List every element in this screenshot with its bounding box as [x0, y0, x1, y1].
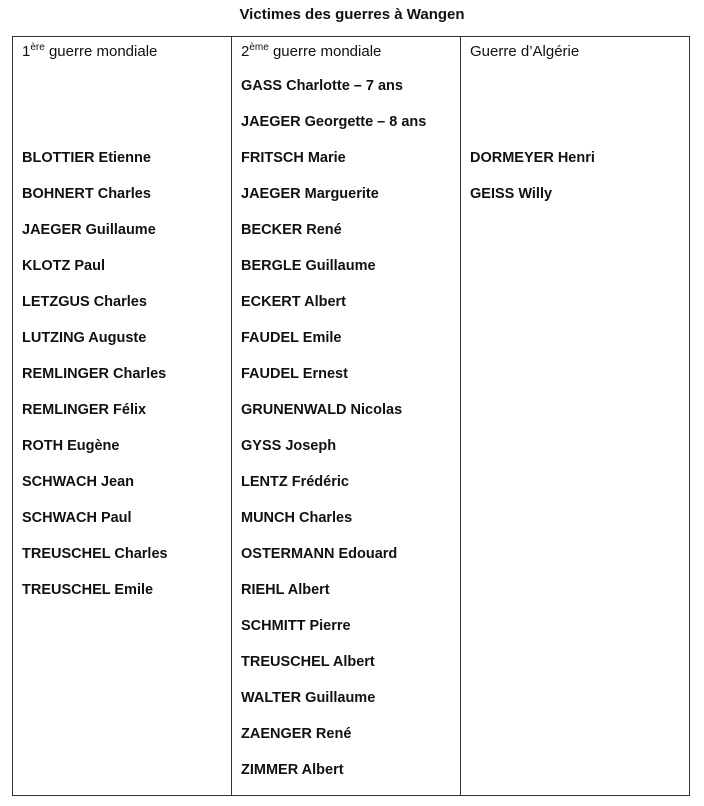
column-ww2 [232, 37, 461, 795]
column-algeria [461, 37, 689, 795]
column-header-ww2 [241, 42, 381, 62]
header-label: guerre mondiale [44, 43, 158, 60]
victim-name: LUTZING Auguste [22, 330, 147, 346]
victim-name: GASS Charlotte – 7 ans [241, 78, 403, 94]
victim-name: MUNCH Charles [241, 510, 353, 526]
victim-name: JAEGER Guillaume [22, 222, 156, 238]
victim-name: SCHWACH Jean [22, 474, 134, 490]
page-title: Victimes des guerres à Wangen [239, 6, 465, 23]
victim-name: DORMEYER Henri [470, 150, 595, 166]
victim-name: ROTH Eugène [22, 438, 120, 454]
victim-name: WALTER Guillaume [241, 690, 376, 706]
victim-name: GYSS Joseph [241, 438, 337, 454]
victim-name: GEISS Willy [470, 186, 553, 202]
header-ordinal-suffix: ème [249, 42, 269, 53]
victim-name: TREUSCHEL Albert [241, 654, 375, 670]
victim-name: SCHWACH Paul [22, 510, 132, 526]
name-list-algeria [470, 148, 595, 220]
victim-name: RIEHL Albert [241, 582, 330, 598]
header-number: 2 [241, 43, 250, 60]
victim-name: SCHMITT Pierre [241, 618, 351, 634]
victim-name: BLOTTIER Etienne [22, 150, 151, 166]
column-header-algeria [470, 42, 579, 62]
victim-name: BECKER René [241, 222, 342, 238]
name-list-ww1 [22, 148, 168, 616]
victims-table [12, 36, 690, 796]
name-list-ww2 [241, 76, 426, 796]
header-number: 1 [22, 43, 31, 60]
victim-name: OSTERMANN Edouard [241, 546, 398, 562]
victim-name: ZIMMER Albert [241, 762, 344, 778]
header-label: Guerre d’Algérie [470, 43, 580, 60]
victim-name: TREUSCHEL Emile [22, 582, 154, 598]
victim-name: JAEGER Marguerite [241, 186, 379, 202]
victim-name: GRUNENWALD Nicolas [241, 402, 403, 418]
victim-name: FRITSCH Marie [241, 150, 346, 166]
victim-name: REMLINGER Charles [22, 366, 167, 382]
victim-name: ZAENGER René [241, 726, 352, 742]
victim-name: BERGLE Guillaume [241, 258, 376, 274]
victim-name: LENTZ Frédéric [241, 474, 349, 490]
victim-name: KLOTZ Paul [22, 258, 105, 274]
victim-name: LETZGUS Charles [22, 294, 147, 310]
header-label: guerre mondiale [268, 43, 382, 60]
column-ww1 [13, 37, 232, 795]
victim-name: ECKERT Albert [241, 294, 346, 310]
victim-name: BOHNERT Charles [22, 186, 151, 202]
victim-name: FAUDEL Emile [241, 330, 342, 346]
victim-name: TREUSCHEL Charles [22, 546, 168, 562]
victim-name: FAUDEL Ernest [241, 366, 348, 382]
victim-name: JAEGER Georgette – 8 ans [241, 114, 427, 130]
victim-name: REMLINGER Félix [22, 402, 147, 418]
column-header-ww1 [22, 42, 157, 62]
header-ordinal-suffix: ère [30, 42, 45, 53]
